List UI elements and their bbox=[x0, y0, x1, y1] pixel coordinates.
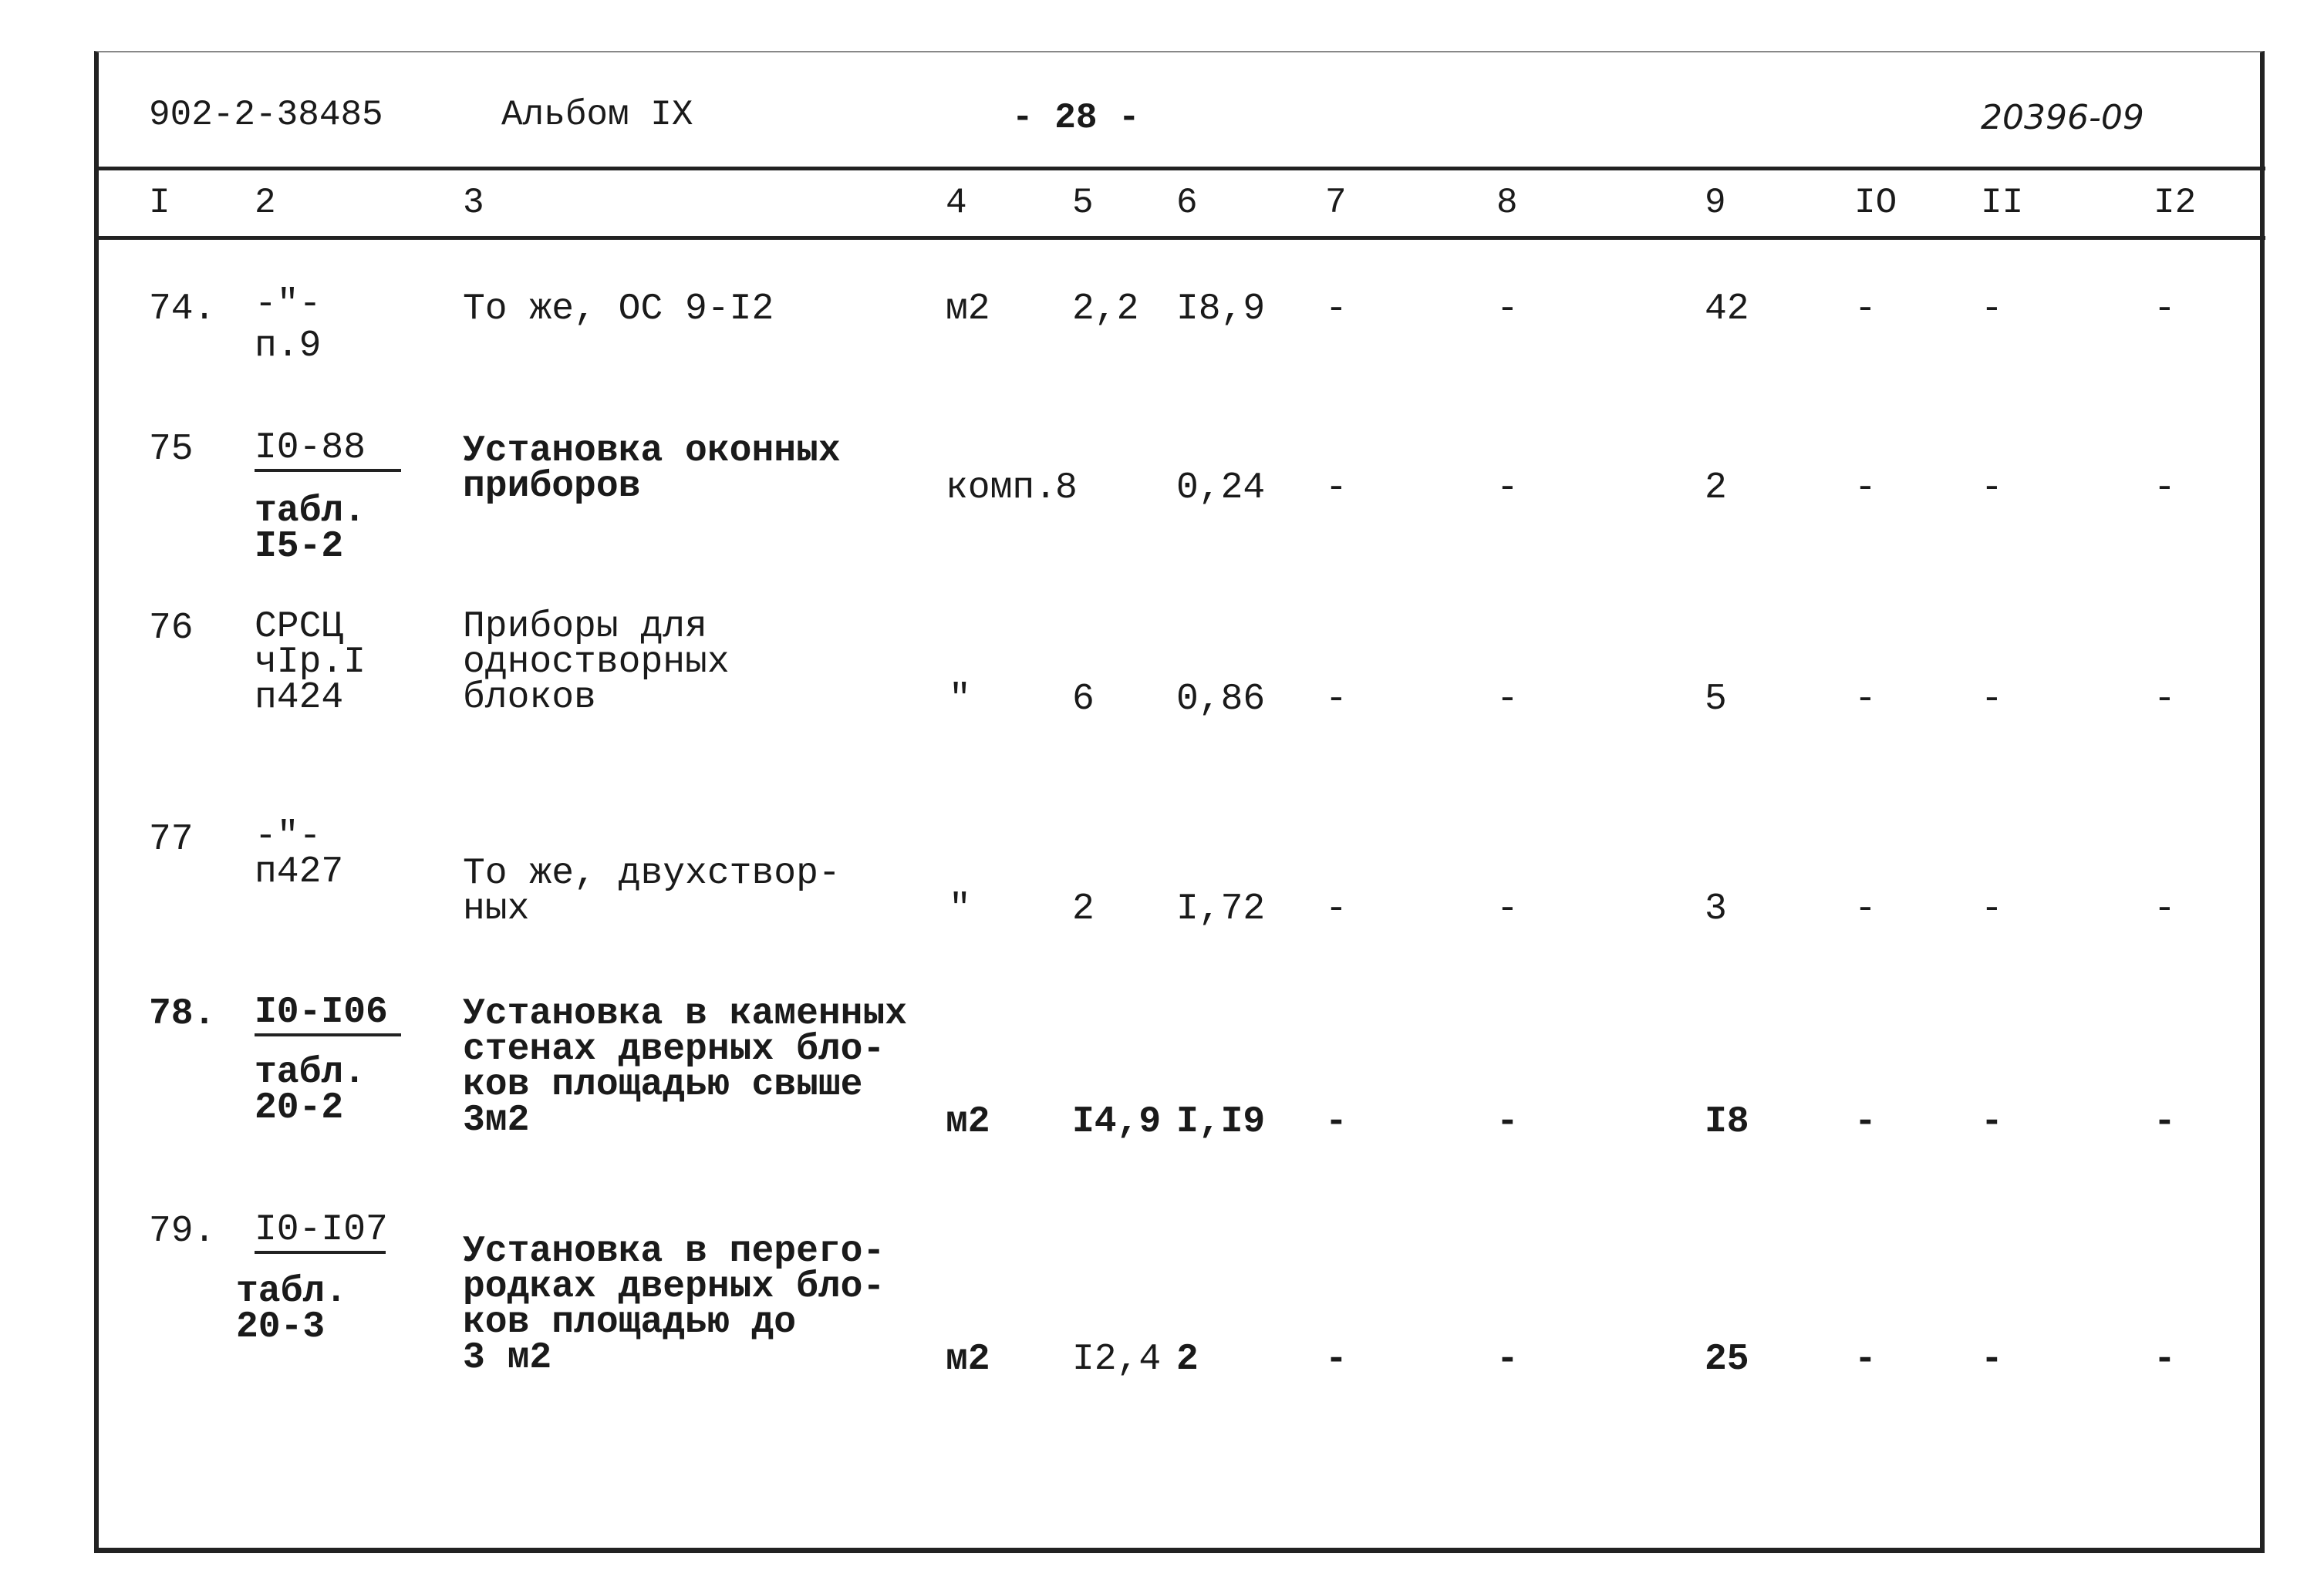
col-header: 4 bbox=[946, 183, 967, 223]
col6-value: 0,24 bbox=[1176, 467, 1266, 509]
desc-line: Установка оконных bbox=[463, 430, 841, 472]
col7-value: - bbox=[1325, 467, 1348, 509]
unit: м2 bbox=[946, 1339, 990, 1380]
project-number: 20396-09 bbox=[1981, 98, 2144, 137]
norm-ref: табл. 20-3 bbox=[236, 1271, 348, 1348]
col7-value: - bbox=[1325, 888, 1348, 930]
row-number: 76 bbox=[149, 608, 194, 649]
col8-value: - bbox=[1496, 1339, 1519, 1380]
norm-code: I0-I06 bbox=[255, 995, 401, 1036]
desc-line: Приборы для bbox=[463, 606, 707, 648]
unit: м2 bbox=[946, 288, 990, 330]
desc-line: Установка в каменных bbox=[463, 993, 908, 1035]
col9-value: 5 bbox=[1705, 679, 1727, 720]
col5-value: 8 bbox=[1055, 467, 1078, 509]
col5-value: 6 bbox=[1072, 679, 1095, 720]
col-header: I2 bbox=[2154, 183, 2197, 223]
row-number: 74. bbox=[149, 288, 216, 330]
col5-value: I4,9 bbox=[1072, 1101, 1162, 1143]
col7-value: - bbox=[1325, 1101, 1348, 1143]
row-number: 75 bbox=[149, 429, 194, 470]
col-header: 8 bbox=[1496, 183, 1518, 223]
col-header: 9 bbox=[1705, 183, 1726, 223]
col-header: II bbox=[1981, 183, 2024, 223]
desc-line: Установка в перего- bbox=[463, 1231, 885, 1272]
col6-value: 2 bbox=[1176, 1339, 1199, 1380]
col6-value: I,I9 bbox=[1176, 1101, 1266, 1143]
norm-code: I0-88 bbox=[255, 430, 401, 472]
col11-value: - bbox=[1981, 467, 2003, 509]
col9-value: 42 bbox=[1705, 288, 1749, 330]
desc-line: 3 м2 bbox=[463, 1337, 552, 1379]
col7-value: - bbox=[1325, 1339, 1348, 1380]
col10-value: - bbox=[1854, 288, 1877, 330]
col12-value: - bbox=[2154, 1101, 2176, 1143]
col11-value: - bbox=[1981, 288, 2003, 330]
row-number: 78. bbox=[149, 993, 216, 1035]
row-number: 79. bbox=[149, 1211, 216, 1252]
col9-value: 2 bbox=[1705, 467, 1727, 509]
col10-value: - bbox=[1854, 1339, 1877, 1380]
norm-code: I0-I07 bbox=[255, 1212, 386, 1254]
norm-ref: чIр.I п424 bbox=[255, 642, 366, 719]
norm-ref: п.9 bbox=[255, 325, 322, 367]
col9-value: I8 bbox=[1705, 1101, 1749, 1143]
col6-value: 0,86 bbox=[1176, 679, 1266, 720]
norm-code: СРСЦ bbox=[255, 606, 344, 648]
desc-line: То же, ОС 9-I2 bbox=[463, 288, 774, 330]
col6-value: I8,9 bbox=[1176, 288, 1266, 330]
col11-value: - bbox=[1981, 1101, 2003, 1143]
col12-value: - bbox=[2154, 679, 2176, 720]
col-header: 6 bbox=[1176, 183, 1198, 223]
col12-value: - bbox=[2154, 1339, 2176, 1380]
desc-line: ков площадью свыше bbox=[463, 1064, 863, 1106]
col10-value: - bbox=[1854, 467, 1877, 509]
col12-value: - bbox=[2154, 888, 2176, 930]
col9-value: 25 bbox=[1705, 1339, 1749, 1380]
column-header-rule bbox=[94, 236, 2265, 240]
norm-code: -"- bbox=[255, 284, 322, 325]
unit: " bbox=[949, 679, 971, 720]
page-frame bbox=[94, 51, 2265, 1553]
norm-ref: табл. I5-2 bbox=[255, 490, 366, 568]
desc-line: родках дверных бло- bbox=[463, 1266, 885, 1308]
desc-line: стенах дверных бло- bbox=[463, 1029, 885, 1070]
unit: комп. bbox=[946, 467, 1057, 509]
page-number: - 28 - bbox=[1012, 98, 1140, 138]
desc-line: То же, двухствор- bbox=[463, 853, 841, 895]
col-header: I bbox=[149, 183, 170, 223]
col-header: 3 bbox=[463, 183, 484, 223]
col7-value: - bbox=[1325, 288, 1348, 330]
desc-line: одностворных bbox=[463, 642, 730, 683]
album-label: Альбом IX bbox=[501, 95, 693, 135]
col8-value: - bbox=[1496, 288, 1519, 330]
col7-value: - bbox=[1325, 679, 1348, 720]
col10-value: - bbox=[1854, 1101, 1877, 1143]
col5-value: 2 bbox=[1072, 888, 1095, 930]
col-header: IO bbox=[1854, 183, 1897, 223]
col8-value: - bbox=[1496, 679, 1519, 720]
col6-value: I,72 bbox=[1176, 888, 1266, 930]
unit: " bbox=[949, 888, 971, 930]
norm-ref: табл. 20-2 bbox=[255, 1052, 366, 1129]
col5-value: 2,2 bbox=[1072, 288, 1139, 330]
col8-value: - bbox=[1496, 467, 1519, 509]
unit: м2 bbox=[946, 1101, 990, 1143]
header-rule bbox=[94, 167, 2265, 170]
col11-value: - bbox=[1981, 888, 2003, 930]
desc-line: приборов bbox=[463, 466, 641, 507]
col-header: 7 bbox=[1325, 183, 1347, 223]
col9-value: 3 bbox=[1705, 888, 1727, 930]
col10-value: - bbox=[1854, 679, 1877, 720]
desc-line: ных bbox=[463, 888, 530, 930]
col-header: 5 bbox=[1072, 183, 1094, 223]
col12-value: - bbox=[2154, 467, 2176, 509]
col10-value: - bbox=[1854, 888, 1877, 930]
norm-ref: п427 bbox=[255, 851, 344, 893]
col11-value: - bbox=[1981, 679, 2003, 720]
col-header: 2 bbox=[255, 183, 276, 223]
col12-value: - bbox=[2154, 288, 2176, 330]
doc-code: 902-2-38485 bbox=[149, 95, 383, 135]
desc-line: ков площадью до bbox=[463, 1302, 797, 1343]
col5-value: I2,4 bbox=[1072, 1339, 1162, 1380]
norm-code: -"- bbox=[255, 816, 322, 858]
desc-line: 3м2 bbox=[463, 1100, 530, 1141]
col8-value: - bbox=[1496, 888, 1519, 930]
col8-value: - bbox=[1496, 1101, 1519, 1143]
col11-value: - bbox=[1981, 1339, 2003, 1380]
desc-line: блоков bbox=[463, 677, 596, 719]
row-number: 77 bbox=[149, 819, 194, 861]
